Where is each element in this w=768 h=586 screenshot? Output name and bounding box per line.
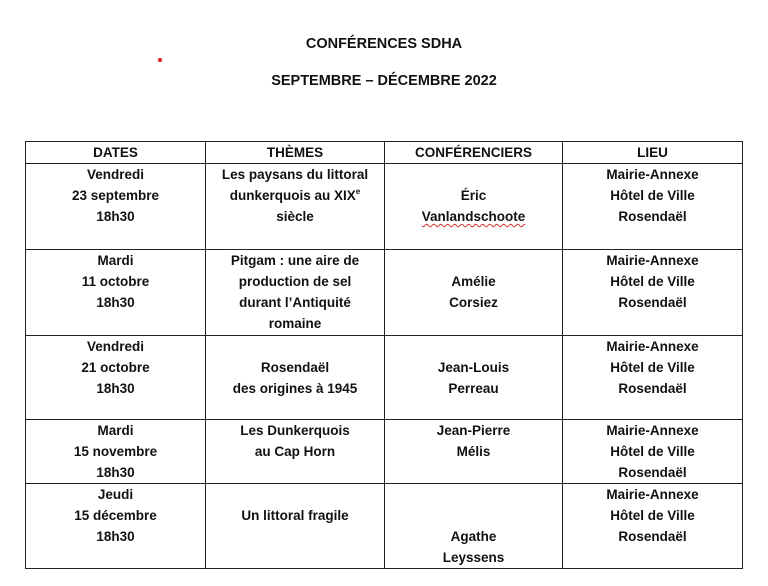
date-cell [26,336,206,420]
theme-line: des origines à 1945 [232,381,358,396]
date-cell [26,250,206,336]
date-cell [26,420,206,484]
speaker-cell [385,484,563,569]
day-name: Vendredi [86,167,145,182]
day-name: Mardi [97,253,134,268]
speaker-first-name: Éric [460,188,487,203]
column-header-dates: DATES [26,142,206,164]
speaker-last-name: Mélis [456,444,491,459]
place-cell [563,420,743,484]
speaker-first-name: Agathe [450,529,497,544]
place-line: Rosendaël [618,209,687,224]
speaker-last-name: Perreau [448,381,499,396]
place-line: Mairie-Annexe [606,253,699,268]
place-line: Hôtel de Ville [610,188,695,203]
speaker-last-name [385,206,562,227]
theme-cell [206,164,385,250]
theme-line: Pitgam : une aire de [230,253,360,268]
theme-cell [206,250,385,336]
speaker-last-name: Leyssens [442,550,505,565]
place-cell [563,164,743,250]
place-line: Hôtel de Ville [610,444,695,459]
date-value: 11 octobre [81,274,150,289]
theme-line: Rosendaël [260,360,330,375]
date-cell [26,484,206,569]
column-header-themes: THÈMES [206,142,385,164]
speaker-cell [385,420,563,484]
theme-cell [206,420,385,484]
time-value: 18h30 [96,295,135,310]
place-line: Mairie-Annexe [606,167,699,182]
place-line: Mairie-Annexe [606,339,699,354]
place-line: Rosendaël [618,295,687,310]
theme-line: Les paysans du littoral [221,167,369,182]
column-header-place: LIEU [563,142,743,164]
theme-line: Les Dunkerquois [240,423,350,438]
date-value: 15 novembre [73,444,158,459]
time-value: 18h30 [96,381,135,396]
table-row [26,336,743,420]
table-row [26,164,743,250]
place-line: Mairie-Annexe [606,487,699,502]
place-line: Rosendaël [618,465,687,480]
place-cell [563,484,743,569]
theme-line: Un littoral fragile [241,508,349,523]
theme-cell [206,336,385,420]
date-value: 21 octobre [81,360,150,375]
place-line: Rosendaël [618,529,687,544]
theme-line: au Cap Horn [254,444,336,459]
speaker-last-name: Corsiez [449,295,498,310]
table-row [26,484,743,569]
red-mark [158,58,162,62]
day-name: Vendredi [86,339,145,354]
place-cell [563,250,743,336]
place-line: Rosendaël [618,381,687,396]
theme-line: durant l’Antiquité [239,295,351,310]
spellcheck-flagged-word: Vanlandschoote [421,209,526,224]
superscript: e [355,186,361,196]
speaker-cell [385,336,563,420]
theme-line [206,185,384,206]
place-cell [563,336,743,420]
theme-line: production de sel [238,274,352,289]
time-value: 18h30 [96,209,135,224]
day-name: Mardi [97,423,134,438]
conference-table [25,141,743,569]
speaker-first-name: Jean-Louis [437,360,510,375]
page-subtitle: SEPTEMBRE – DÉCEMBRE 2022 [271,73,497,89]
place-line: Mairie-Annexe [606,423,699,438]
place-line: Hôtel de Ville [610,274,695,289]
time-value: 18h30 [96,529,135,544]
speaker-first-name: Jean-Pierre [436,423,511,438]
speaker-cell [385,164,563,250]
speaker-cell [385,250,563,336]
theme-line: romaine [268,316,322,331]
date-value: 15 décembre [74,508,157,523]
date-value: 23 septembre [71,188,160,203]
table-row [26,250,743,336]
theme-line-text: dunkerquois au XIX [229,188,356,203]
day-name: Jeudi [97,487,134,502]
table-header-row [26,142,743,164]
place-line: Hôtel de Ville [610,508,695,523]
page-title: CONFÉRENCES SDHA [305,36,463,52]
speaker-first-name: Amélie [451,274,496,289]
column-header-speakers: CONFÉRENCIERS [385,142,563,164]
place-line: Hôtel de Ville [610,360,695,375]
theme-line: siècle [276,209,314,224]
theme-cell [206,484,385,569]
table-row [26,420,743,484]
time-value: 18h30 [96,465,135,480]
date-cell [26,164,206,250]
